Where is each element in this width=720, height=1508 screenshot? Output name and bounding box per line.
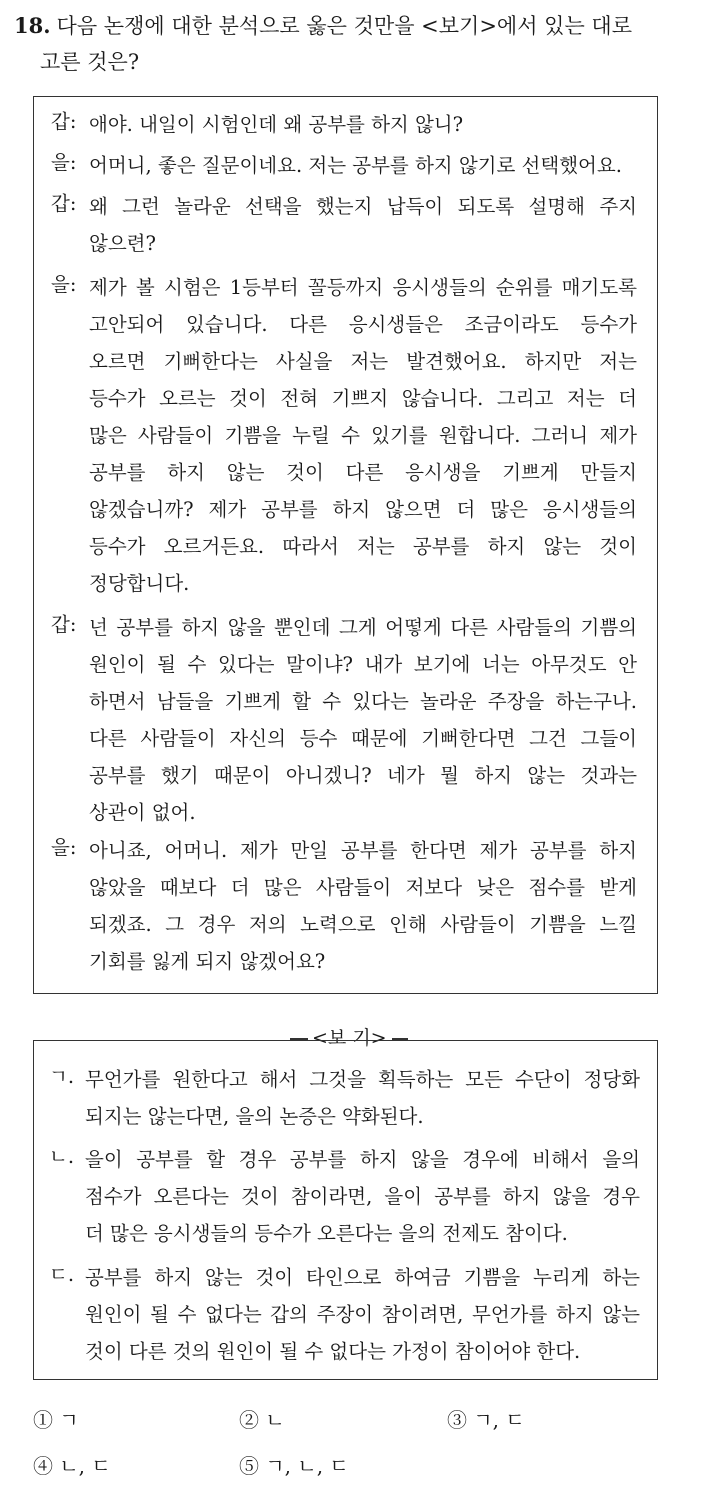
text-line: 공부를 하지 않는 것이 타인으로 하여금 기쁨을 누리게 하는	[85, 1266, 640, 1289]
text-line: 되지는 않는다면, 을의 논증은 약화된다.	[85, 1105, 424, 1128]
text-line: 다른 사람들이 자신의 등수 때문에 기뻐한다면 그건 그들이	[89, 727, 637, 750]
text-line: 어머니, 좋은 질문이네요. 저는 공부를 하지 않기로 선택했어요.	[89, 154, 622, 177]
speaker-label: 갑:	[51, 613, 77, 636]
question-line-1	[14, 8, 704, 44]
speaker-label: 갑:	[51, 110, 77, 133]
text-line: 넌 공부를 하지 않을 뿐인데 그게 어떻게 다른 사람들의 기쁨의	[89, 616, 637, 639]
choice-4[interactable]: ④ ㄴ, ㄷ	[33, 1454, 111, 1478]
item-text	[85, 1141, 640, 1252]
turn-text	[89, 832, 637, 980]
text-line: 무언가를 원한다고 해서 그것을 획득하는 모든 수단이 정당화	[85, 1068, 640, 1091]
item-mark: ㄷ.	[49, 1263, 75, 1286]
turn-text	[89, 106, 637, 143]
item-mark: ㄴ.	[49, 1145, 75, 1168]
item-text	[85, 1061, 640, 1135]
turn-text	[89, 269, 637, 602]
turn-text	[89, 609, 637, 831]
choice-3[interactable]: ③ ㄱ, ㄷ	[447, 1408, 525, 1432]
text-line: 것이 다른 것의 원인이 될 수 없다는 가정이 참이어야 한다.	[85, 1340, 581, 1363]
text-line: 상관이 없어.	[89, 801, 196, 824]
text-line: 오르면 기뻐한다는 사실을 저는 발견했어요. 하지만 저는	[89, 350, 637, 373]
speaker-label: 갑:	[51, 192, 77, 215]
text-line: 기회를 잃게 되지 않겠어요?	[89, 950, 326, 973]
question-line-2: 고른 것은?	[40, 50, 140, 74]
text-line: 아니죠, 어머니. 제가 만일 공부를 한다면 제가 공부를 하지	[89, 839, 637, 862]
text-line: 더 많은 응시생들의 등수가 오른다는 을의 전제도 참이다.	[85, 1222, 568, 1245]
text-line: 등수가 오르는 것이 전혀 기쁘지 않습니다. 그리고 저는 더	[89, 387, 637, 410]
text-line: 제가 볼 시험은 1등부터 꼴등까지 응시생들의 순위를 매기도록	[89, 276, 637, 299]
text-line: 왜 그런 놀라운 선택을 했는지 납득이 되도록 설명해 주지	[89, 195, 637, 218]
text-line: 않겠습니까? 제가 공부를 하지 않으면 더 많은 응시생들의	[89, 498, 637, 521]
bogi-box	[33, 1040, 658, 1380]
text-line: 공부를 했기 때문이 아니겠니? 네가 뭘 하지 않는 것과는	[89, 764, 637, 787]
text-line: 많은 사람들이 기쁨을 누릴 수 있기를 원합니다. 그러니 제가	[89, 424, 637, 447]
question-number: 18.	[14, 13, 51, 38]
text-line: 원인이 될 수 없다는 갑의 주장이 참이려면, 무언가를 하지 않는	[85, 1303, 640, 1326]
turn-text	[89, 188, 637, 262]
text-line: 애야. 내일이 시험인데 왜 공부를 하지 않니?	[89, 113, 464, 136]
question-text: 다음 논쟁에 대한 분석으로 옳은 것만을 <보기>에서 있는 대로	[56, 14, 633, 38]
question-stem	[14, 8, 704, 80]
text-line: 않으련?	[89, 232, 156, 255]
speaker-label: 을:	[51, 273, 77, 296]
dialogue-box	[33, 96, 658, 994]
text-line: 공부를 하지 않는 것이 다른 응시생을 기쁘게 만들지	[89, 461, 637, 484]
text-line: 을이 공부를 할 경우 공부를 하지 않을 경우에 비해서 을의	[85, 1148, 640, 1171]
text-line: 고안되어 있습니다. 다른 응시생들은 조금이라도 등수가	[89, 313, 637, 336]
text-line: 원인이 될 수 있다는 말이냐? 내가 보기에 너는 아무것도 안	[89, 653, 637, 676]
text-line: 점수가 오른다는 것이 참이라면, 을이 공부를 하지 않을 경우	[85, 1185, 640, 1208]
text-line: 않았을 때보다 더 많은 사람들이 저보다 낮은 점수를 받게	[89, 876, 637, 899]
choice-5[interactable]: ⑤ ㄱ, ㄴ, ㄷ	[239, 1454, 349, 1478]
turn-text	[89, 147, 637, 184]
choice-2[interactable]: ② ㄴ	[239, 1408, 285, 1432]
bogi-title: <보 기>	[312, 1027, 387, 1049]
speaker-label: 을:	[51, 836, 77, 859]
text-line: 정당합니다.	[89, 572, 190, 595]
text-line: 등수가 오르거든요. 따라서 저는 공부를 하지 않는 것이	[89, 535, 637, 558]
text-line: 되겠죠. 그 경우 저의 노력으로 인해 사람들이 기쁨을 느낄	[89, 913, 637, 936]
speaker-label: 을:	[51, 151, 77, 174]
choice-1[interactable]: ① ㄱ	[33, 1408, 79, 1432]
item-text	[85, 1259, 640, 1370]
text-line: 하면서 남들을 기쁘게 할 수 있다는 놀라운 주장을 하는구나.	[89, 690, 637, 713]
item-mark: ㄱ.	[49, 1065, 75, 1088]
